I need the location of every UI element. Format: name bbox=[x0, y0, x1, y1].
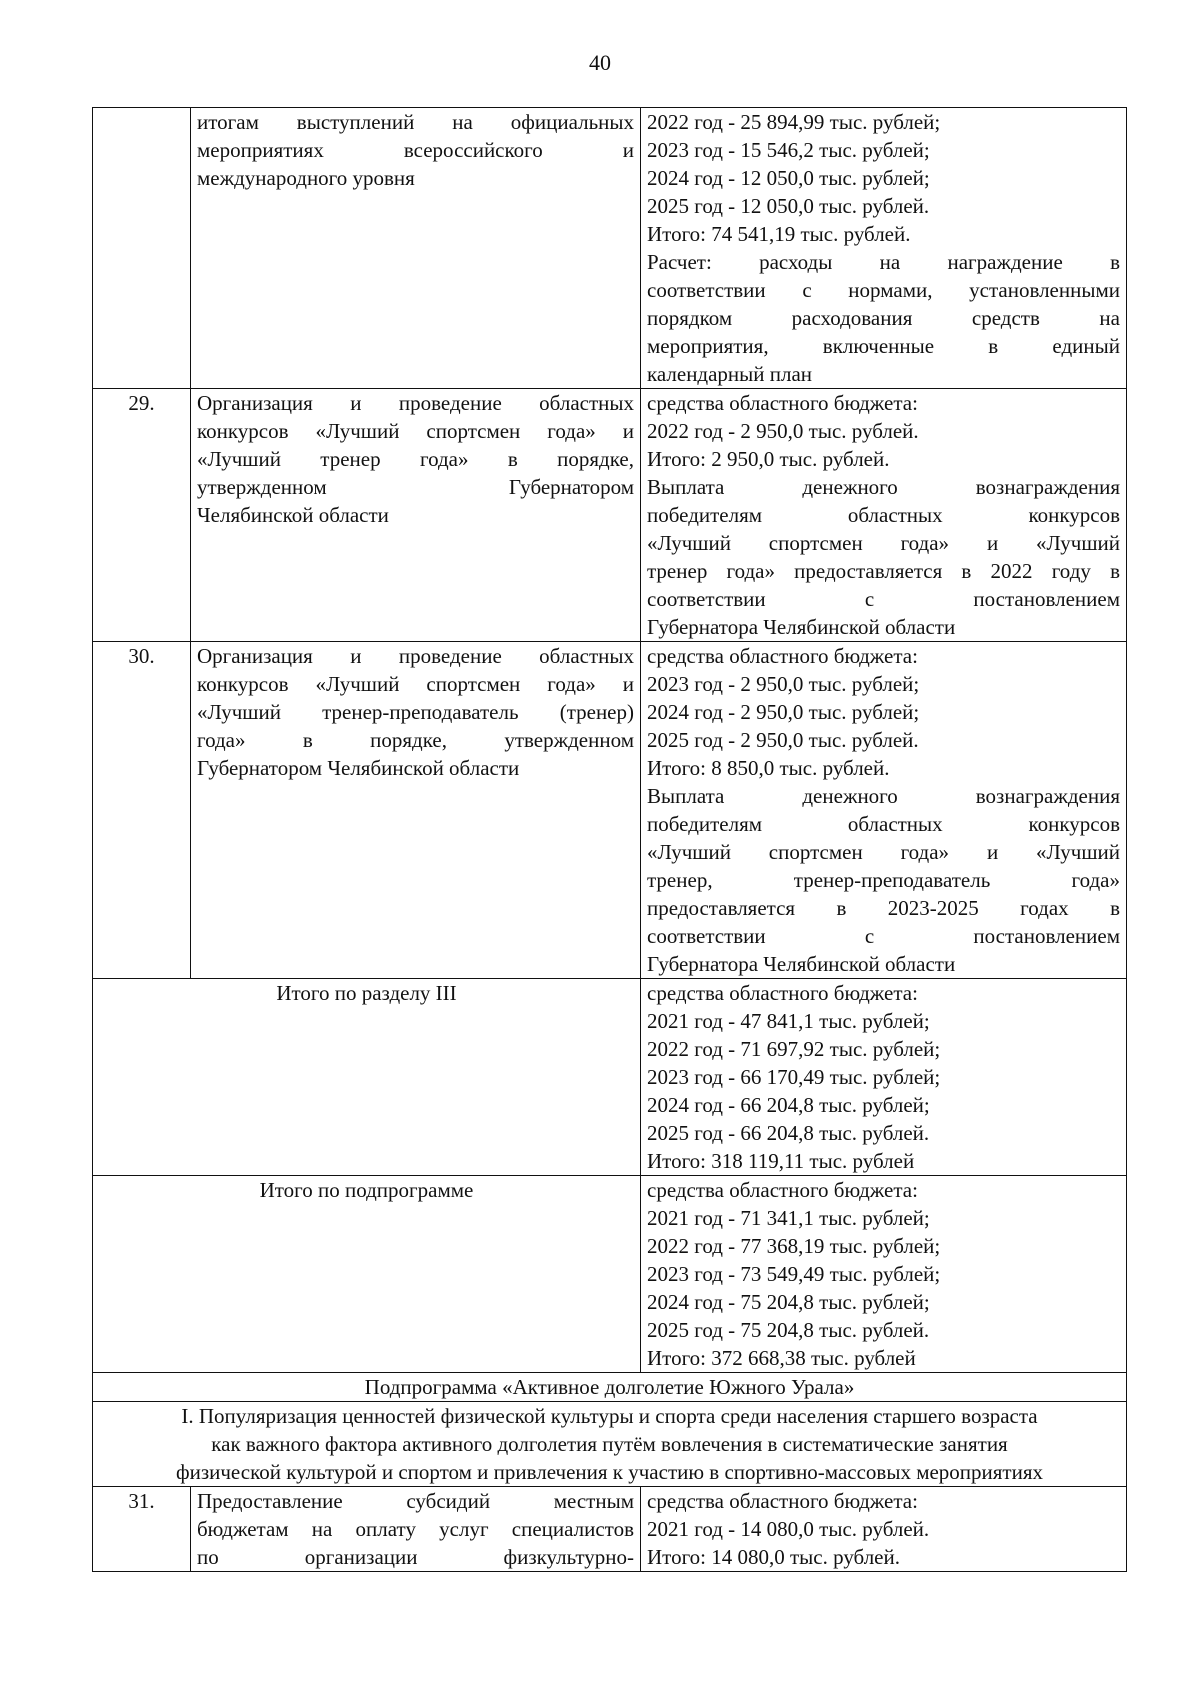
subprogram-total-row bbox=[93, 1176, 1127, 1373]
section-total-label: Итого по разделу III bbox=[93, 979, 641, 1176]
table-row bbox=[93, 108, 1127, 389]
table-row bbox=[93, 1487, 1127, 1572]
row-number: 30. bbox=[93, 642, 191, 979]
subprogram-total-label: Итого по подпрограмме bbox=[93, 1176, 641, 1373]
section-heading-row bbox=[93, 1402, 1127, 1487]
subprogram-title: Подпрограмма «Активное долголетие Южного Урала» bbox=[93, 1373, 1127, 1402]
financing-cell: 2022 год - 25 894,99 тыс. рублей; 2023 год - 15 546,2 тыс. рублей; 2024 год - 12 050,0 тыс. рублей; 2025 год - 12 050,0 тыс. рублей. Итого: 74 541,19 тыс. рублей. Расчет: расходы на награждение в соответствии с нормами, установленными порядком расходования средств на мероприятия, включенные в единый календарный план bbox=[641, 108, 1127, 389]
financing-cell: средства областного бюджета: 2021 год - 47 841,1 тыс. рублей; 2022 год - 71 697,92 тыс. рублей; 2023 год - 66 170,49 тыс. рублей; 2024 год - 66 204,8 тыс. рублей; 2025 год - 66 204,8 тыс. рублей. Итого: 318 119,11 тыс. рублей bbox=[641, 979, 1127, 1176]
page-number: 40 bbox=[589, 50, 611, 75]
row-number: 29. bbox=[93, 389, 191, 642]
table-row bbox=[93, 642, 1127, 979]
section-heading: I. Популяризация ценностей физической культуры и спорта среди населения старшего возраста как важного фактора активного долголетия путём вовлечения в систематические занятия физической культурой и спортом и привлечения к участию в спортивно-массовых мероприятиях bbox=[93, 1402, 1127, 1487]
section-total-row bbox=[93, 979, 1127, 1176]
table-row bbox=[93, 389, 1127, 642]
row-number: 31. bbox=[93, 1487, 191, 1572]
financing-cell: средства областного бюджета: 2023 год - 2 950,0 тыс. рублей; 2024 год - 2 950,0 тыс. рублей; 2025 год - 2 950,0 тыс. рублей. Итого: 8 850,0 тыс. рублей. Выплата денежного вознаграждения победителям областных конкурсов «Лучший спортсмен года» и «Лучший тренер, тренер-преподаватель года» предоставляется в 2023-2025 годах в соответствии с постановлением Губернатора Челябинской области bbox=[641, 642, 1127, 979]
financing-cell: средства областного бюджета: 2021 год - 14 080,0 тыс. рублей. Итого: 14 080,0 тыс. рублей. bbox=[641, 1487, 1127, 1572]
measure-description: итогам выступлений на официальных мероприятиях всероссийского и международного уровня bbox=[191, 108, 641, 389]
measure-description: Предоставление субсидий местным бюджетам на оплату услуг специалистов по организации физкультурно- bbox=[191, 1487, 641, 1572]
financing-cell: средства областного бюджета: 2022 год - 2 950,0 тыс. рублей. Итого: 2 950,0 тыс. рублей. Выплата денежного вознаграждения победителям областных конкурсов «Лучший спортсмен года» и «Лучший тренер года» предоставляется в 2022 году в соответствии с постановлением Губернатора Челябинской области bbox=[641, 389, 1127, 642]
measure-description: Организация и проведение областных конкурсов «Лучший спортсмен года» и «Лучший тренер-преподаватель (тренер) года» в порядке, утвержденном Губернатором Челябинской области bbox=[191, 642, 641, 979]
subprogram-title-row bbox=[93, 1373, 1127, 1402]
program-table bbox=[92, 107, 1127, 1572]
row-number bbox=[93, 108, 191, 389]
measure-description: Организация и проведение областных конкурсов «Лучший спортсмен года» и «Лучший тренер года» в порядке, утвержденном Губернатором Челябинской области bbox=[191, 389, 641, 642]
financing-cell: средства областного бюджета: 2021 год - 71 341,1 тыс. рублей; 2022 год - 77 368,19 тыс. рублей; 2023 год - 73 549,49 тыс. рублей; 2024 год - 75 204,8 тыс. рублей; 2025 год - 75 204,8 тыс. рублей. Итого: 372 668,38 тыс. рублей bbox=[641, 1176, 1127, 1373]
